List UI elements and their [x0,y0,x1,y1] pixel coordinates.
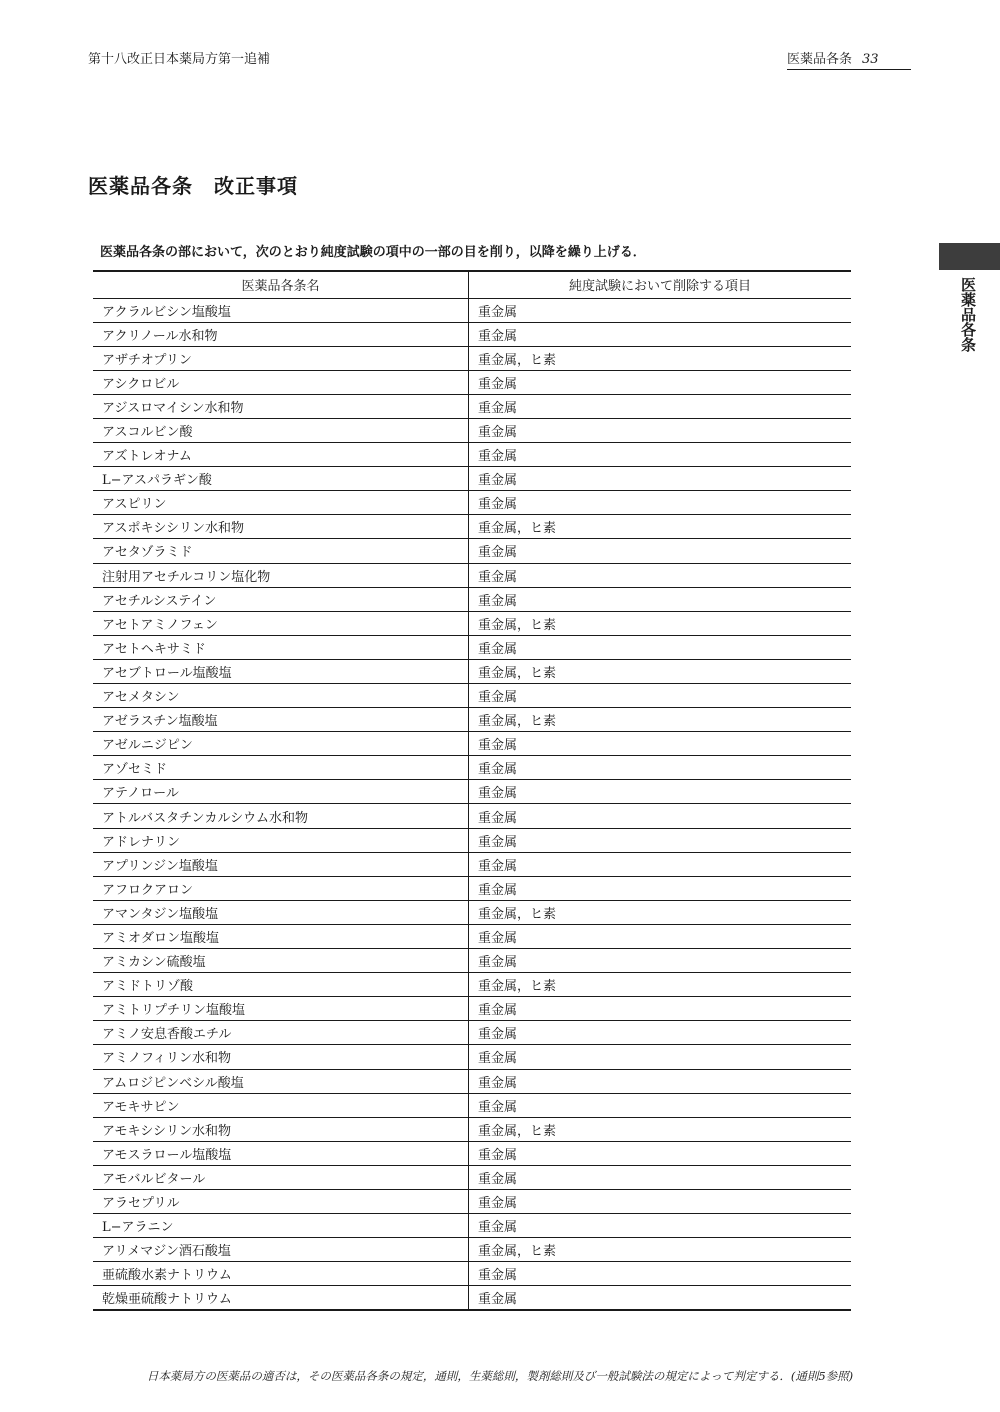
table-row [93,418,851,442]
deleted-test-items: 重金属，ヒ素 [469,708,852,732]
monograph-name: アミカシン硫酸塩 [93,949,469,973]
monograph-name: アズトレオナム [93,443,469,467]
deleted-test-items: 重金属 [469,997,852,1021]
deleted-test-items: 重金属，ヒ素 [469,515,852,539]
deleted-test-items: 重金属 [469,467,852,491]
running-header-section-label: 医薬品各条 [787,52,853,67]
table-body [93,298,851,1310]
deleted-test-items: 重金属 [469,780,852,804]
deleted-test-items: 重金属 [469,949,852,973]
table-row [93,780,851,804]
monograph-name: アセトヘキサミド [93,635,469,659]
deleted-test-items: 重金属 [469,876,852,900]
monograph-name: アクラルビシン塩酸塩 [93,298,469,322]
monograph-name: アミノフィリン水和物 [93,1045,469,1069]
deleted-test-items: 重金属，ヒ素 [469,611,852,635]
deleted-test-items: 重金属，ヒ素 [469,1238,852,1262]
monograph-name: アセトアミノフェン [93,611,469,635]
table-row [93,1141,851,1165]
deleted-test-items: 重金属 [469,1286,852,1310]
monograph-name: アモキサピン [93,1093,469,1117]
monograph-name: L−アラニン [93,1214,469,1238]
monograph-name: L−アスパラギン酸 [93,467,469,491]
deleted-test-items: 重金属 [469,852,852,876]
monograph-name: アゾセミド [93,756,469,780]
deleted-test-items: 重金属 [469,587,852,611]
table-row [93,708,851,732]
monograph-name: アモキシシリン水和物 [93,1117,469,1141]
deleted-test-items: 重金属 [469,394,852,418]
monograph-name: アモスラロール塩酸塩 [93,1141,469,1165]
table-row [93,322,851,346]
deleted-test-items: 重金属，ヒ素 [469,346,852,370]
monograph-name: アザチオプリン [93,346,469,370]
deleted-test-items: 重金属 [469,539,852,563]
table-row [93,467,851,491]
deleted-test-items: 重金属 [469,924,852,948]
monograph-name: アセブトロール塩酸塩 [93,659,469,683]
side-index-label: 医薬品各条 [959,277,977,352]
running-header-title: 第十八改正日本薬局方第一追補 [88,52,271,67]
table-header-row [93,271,851,298]
table-row [93,1045,851,1069]
table-row [93,515,851,539]
table-row [93,876,851,900]
deleted-test-items: 重金属 [469,1045,852,1069]
deleted-test-items: 重金属 [469,1214,852,1238]
table-row [93,491,851,515]
table-row [93,1117,851,1141]
deleted-test-items: 重金属 [469,418,852,442]
monograph-name: アミオダロン塩酸塩 [93,924,469,948]
deleted-test-items: 重金属 [469,1165,852,1189]
table-row [93,563,851,587]
table-row [93,539,851,563]
monograph-name: アスポキシシリン水和物 [93,515,469,539]
monograph-name: アモバルビタール [93,1165,469,1189]
deleted-test-items: 重金属 [469,1069,852,1093]
monograph-name: アムロジピンベシル酸塩 [93,1069,469,1093]
monograph-name: アドレナリン [93,828,469,852]
deleted-test-items: 重金属 [469,1141,852,1165]
monograph-name: アテノロール [93,780,469,804]
monograph-name: アフロクアロン [93,876,469,900]
monograph-name: アプリンジン塩酸塩 [93,852,469,876]
table-row [93,587,851,611]
monograph-name: アゼラスチン塩酸塩 [93,708,469,732]
table-row [93,852,851,876]
table-row [93,1069,851,1093]
table-row [93,828,851,852]
table-row [93,756,851,780]
monograph-name: アミトリプチリン塩酸塩 [93,997,469,1021]
monograph-name: アクリノール水和物 [93,322,469,346]
deleted-test-items: 重金属 [469,322,852,346]
deleted-test-items: 重金属 [469,732,852,756]
table-row [93,635,851,659]
deleted-test-items: 重金属 [469,635,852,659]
table-row [93,611,851,635]
table-row [93,804,851,828]
side-index-tab [939,243,1000,270]
table-row [93,732,851,756]
page-number: 33 [862,52,879,67]
deleted-test-items: 重金属 [469,756,852,780]
table-row [93,1286,851,1310]
table-row [93,1093,851,1117]
table-row [93,1214,851,1238]
table-row [93,370,851,394]
page-footer-note: 日本薬局方の医薬品の適否は，その医薬品各条の規定，通則，生薬総則，製剤総則及び一般試験法の規定によって判定する．(通則5参照) [146,1369,854,1383]
section-title: 医薬品各条 改正事項 [88,174,298,198]
running-header-section [787,48,911,70]
table-row [93,684,851,708]
deleted-test-items: 重金属 [469,1093,852,1117]
deleted-test-items: 重金属 [469,443,852,467]
deleted-test-items: 重金属 [469,563,852,587]
monograph-name: 注射用アセチルコリン塩化物 [93,563,469,587]
deleted-test-items: 重金属 [469,491,852,515]
table-row [93,346,851,370]
monograph-name: アゼルニジピン [93,732,469,756]
deleted-test-items: 重金属 [469,1021,852,1045]
monograph-name: アセメタシン [93,684,469,708]
monograph-name: アミノ安息香酸エチル [93,1021,469,1045]
deleted-test-items: 重金属，ヒ素 [469,1117,852,1141]
table-row [93,973,851,997]
monograph-name: アトルバスタチンカルシウム水和物 [93,804,469,828]
monograph-name: アリメマジン酒石酸塩 [93,1238,469,1262]
monograph-name: アスコルビン酸 [93,418,469,442]
deleted-test-items: 重金属，ヒ素 [469,973,852,997]
table-row [93,900,851,924]
table-row [93,1189,851,1213]
table-row [93,1238,851,1262]
monograph-name: アミドトリゾ酸 [93,973,469,997]
deleted-test-items: 重金属 [469,804,852,828]
monograph-name: 乾燥亜硫酸ナトリウム [93,1286,469,1310]
deleted-test-items: 重金属 [469,1189,852,1213]
table-row [93,1021,851,1045]
deleted-test-items: 重金属 [469,298,852,322]
table-row [93,394,851,418]
monograph-name: アスピリン [93,491,469,515]
deleted-test-items: 重金属，ヒ素 [469,900,852,924]
monograph-name: アセチルシステイン [93,587,469,611]
table-row [93,997,851,1021]
table-row [93,1165,851,1189]
monograph-name: アマンタジン塩酸塩 [93,900,469,924]
column-header-monograph: 医薬品各条名 [93,271,469,298]
table-row [93,1262,851,1286]
monograph-name: 亜硫酸水素ナトリウム [93,1262,469,1286]
intro-paragraph: 医薬品各条の部において，次のとおり純度試験の項中の一部の目を削り，以降を繰り上げる． [100,245,646,260]
monograph-name: アシクロビル [93,370,469,394]
deleted-test-items: 重金属 [469,1262,852,1286]
deleted-test-items: 重金属 [469,684,852,708]
deleted-test-items: 重金属 [469,370,852,394]
deleted-test-items: 重金属，ヒ素 [469,659,852,683]
table-row [93,659,851,683]
table-row [93,924,851,948]
deleted-test-items: 重金属 [469,828,852,852]
column-header-deleted-items: 純度試験において削除する項目 [469,271,852,298]
table-row [93,949,851,973]
monograph-name: アラセプリル [93,1189,469,1213]
table-row [93,443,851,467]
monograph-name: アセタゾラミド [93,539,469,563]
monograph-name: アジスロマイシン水和物 [93,394,469,418]
table-row [93,298,851,322]
revision-table [93,270,851,1311]
